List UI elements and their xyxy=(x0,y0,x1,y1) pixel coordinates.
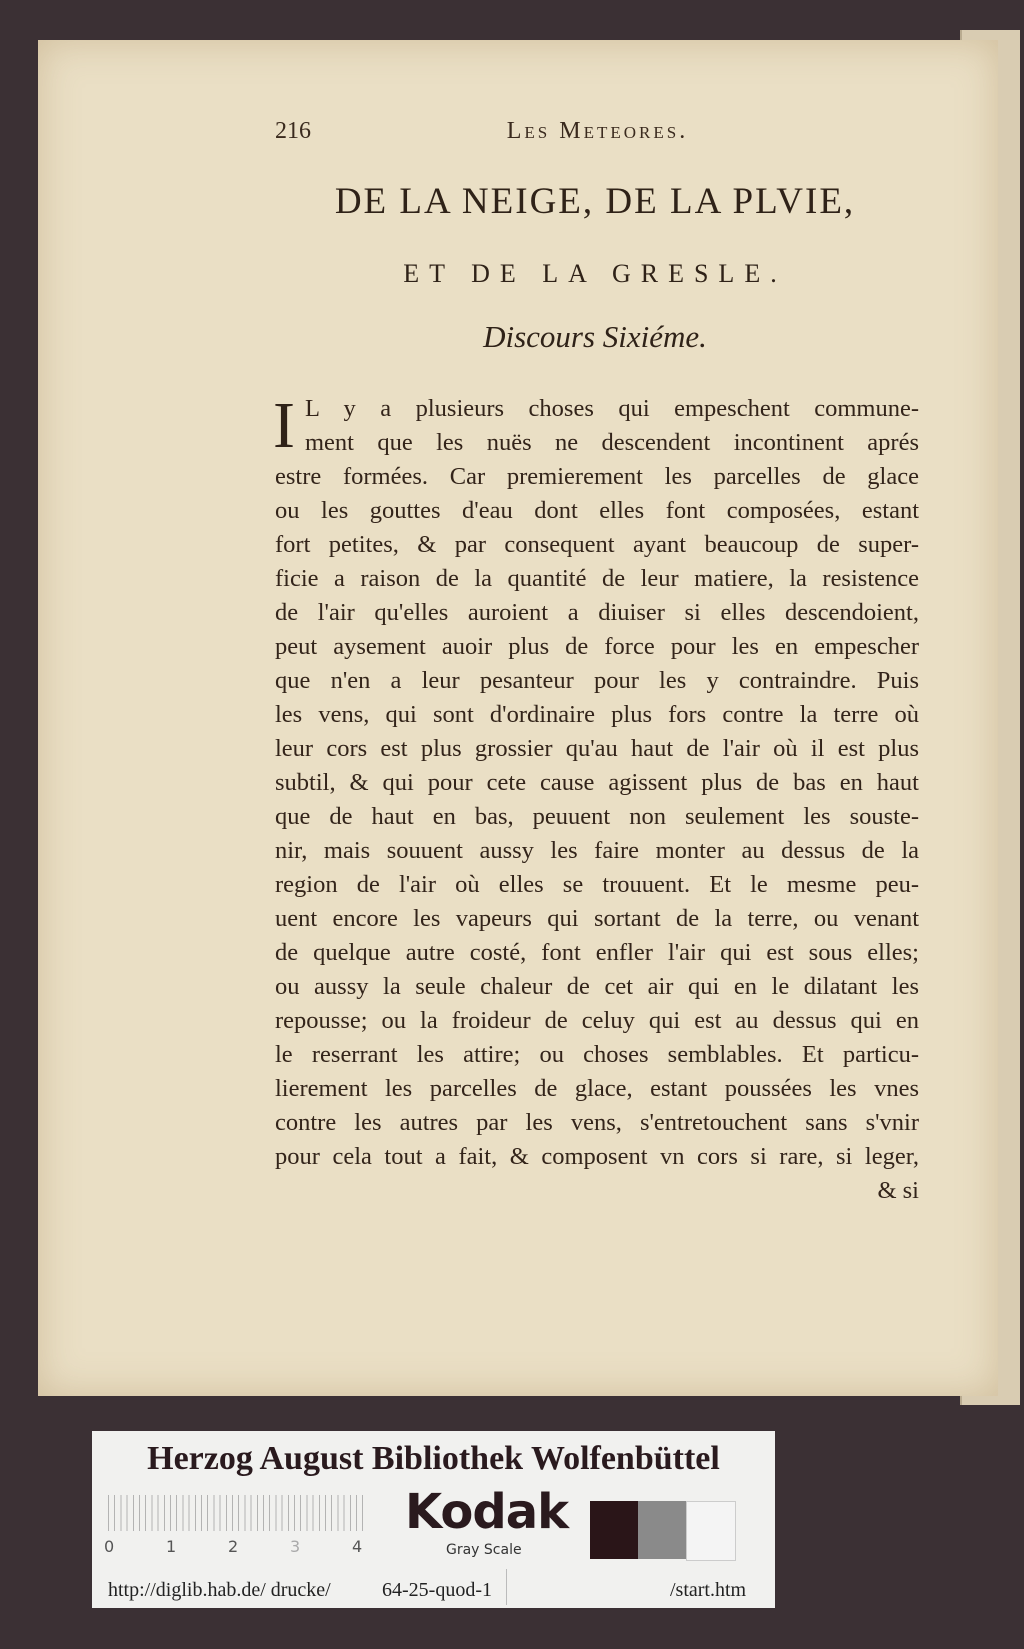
text-line: nir, mais souuent aussy les faire monter au dessus de la xyxy=(275,837,919,864)
url-prefix: http://diglib.hab.de/ drucke/ xyxy=(108,1579,331,1601)
gray-swatch-light xyxy=(686,1501,736,1561)
text-line: ou aussy la seule chaleur de cet air qui en le dilatant les xyxy=(275,973,919,1000)
ruler-number: 4 xyxy=(352,1537,363,1556)
text-line: estre formées. Car premierement les parcelles de glace xyxy=(275,463,919,490)
text-line: L y a plusieurs choses qui empeschent commune- xyxy=(305,395,919,422)
ruler-number: 0 xyxy=(104,1537,115,1556)
ruler-numbers xyxy=(104,1537,364,1557)
body-text xyxy=(273,389,919,1208)
text-line: de quelque autre costé, font enfler l'air qui est sous elles; xyxy=(275,939,919,966)
chapter-subtitle: Discours Sixiéme. xyxy=(483,319,707,354)
page-header xyxy=(275,116,920,146)
chapter-title-line2: ET DE LA GRESLE. xyxy=(403,259,787,288)
text-line: fort petites, & par consequent ayant beaucoup de super- xyxy=(275,531,919,558)
text-line: leur cors est plus grossier qu'au haut de l'air où il est plus xyxy=(275,735,919,762)
shelfmark: 64-25-quod-1 xyxy=(382,1579,492,1601)
text-line: peut aysement auoir plus de force pour les en empescher xyxy=(275,633,919,660)
text-line: ficie a raison de la quantité de leur matiere, la resistence xyxy=(275,565,919,592)
text-line: que n'en a leur pesanteur pour les y contraindre. Puis xyxy=(275,667,919,694)
text-line: le reserrant les attire; ou choses semblables. Et particu- xyxy=(275,1041,919,1068)
kodak-logo: Kodak xyxy=(405,1484,568,1540)
gray-swatch-mid xyxy=(638,1501,686,1559)
text-line: contre les autres par les vens, s'entretouchent sans s'vnir xyxy=(275,1109,919,1136)
text-line: ou les gouttes d'eau dont elles font composées, estant xyxy=(275,497,919,524)
text-line: pour cela tout a fait, & composent vn cors si rare, si leger, xyxy=(275,1143,919,1170)
ruler-number: 2 xyxy=(228,1537,239,1556)
label-divider xyxy=(506,1569,507,1605)
text-line: les vens, qui sont d'ordinaire plus fors contre la terre où xyxy=(275,701,919,728)
running-head: Les Meteores. xyxy=(506,118,689,144)
text-line: subtil, & qui pour cete cause agissent plus de bas en haut xyxy=(275,769,919,796)
library-name: Herzog August Bibliothek Wolfenbüttel xyxy=(147,1440,720,1477)
url-suffix: /start.htm xyxy=(670,1579,747,1601)
text-line: lierement les parcelles de glace, estant poussées les vnes xyxy=(275,1075,919,1102)
chapter-title: DE LA NEIGE, DE LA PLVIE, xyxy=(334,181,856,222)
catchword: & si xyxy=(877,1177,919,1204)
ruler-scale xyxy=(108,1495,368,1531)
text-line: uent encore les vapeurs qui sortant de la terre, ou venant xyxy=(275,905,919,932)
gray-swatch-dark xyxy=(590,1501,638,1559)
library-label xyxy=(92,1431,775,1608)
text-line: ment que les nuës ne descendent incontinent aprés xyxy=(305,429,919,456)
text-line: de l'air qu'elles auroient a diuiser si elles descendoient, xyxy=(275,599,919,626)
ruler-number: 3 xyxy=(290,1537,301,1556)
page-number: 216 xyxy=(275,118,311,144)
text-line: region de l'air où elles se trouuent. Et le mesme peu- xyxy=(275,871,919,898)
ruler-number: 1 xyxy=(166,1537,177,1556)
text-line: repousse; ou la froideur de celuy qui est au dessus qui en xyxy=(275,1007,919,1034)
gray-scale-caption: Gray Scale xyxy=(446,1542,522,1558)
text-line: que de haut en bas, peuuent non seulement les souste- xyxy=(275,803,919,830)
drop-cap: I xyxy=(273,389,295,462)
